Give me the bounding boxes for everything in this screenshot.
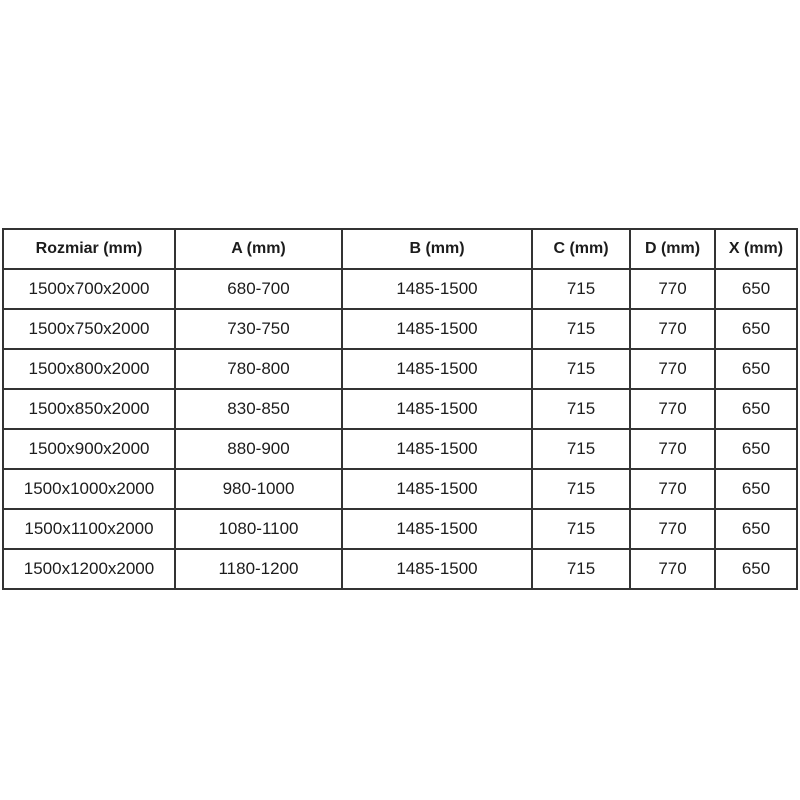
table-cell-a: 980-1000 (175, 469, 342, 509)
table-cell-c: 715 (532, 549, 630, 589)
table-cell-a: 1180-1200 (175, 549, 342, 589)
table-cell-rozmiar: 1500x900x2000 (3, 429, 175, 469)
header-cell-b: B (mm) (342, 229, 532, 269)
table-row (3, 509, 797, 549)
table-cell-a: 880-900 (175, 429, 342, 469)
table-cell-b: 1485-1500 (342, 349, 532, 389)
table-cell-a: 1080-1100 (175, 509, 342, 549)
table-row (3, 309, 797, 349)
header-cell-x: X (mm) (715, 229, 797, 269)
table-cell-x: 650 (715, 309, 797, 349)
header-cell-c: C (mm) (532, 229, 630, 269)
table-cell-d: 770 (630, 349, 715, 389)
table-cell-b: 1485-1500 (342, 509, 532, 549)
table-row (3, 349, 797, 389)
table-cell-b: 1485-1500 (342, 469, 532, 509)
table-cell-c: 715 (532, 429, 630, 469)
table-cell-c: 715 (532, 389, 630, 429)
table-cell-c: 715 (532, 309, 630, 349)
table-cell-d: 770 (630, 549, 715, 589)
table-header-row (3, 229, 797, 269)
table-cell-rozmiar: 1500x1200x2000 (3, 549, 175, 589)
table-cell-d: 770 (630, 469, 715, 509)
table-cell-rozmiar: 1500x800x2000 (3, 349, 175, 389)
table-cell-d: 770 (630, 389, 715, 429)
table-cell-x: 650 (715, 469, 797, 509)
table-cell-x: 650 (715, 549, 797, 589)
table-body (3, 269, 797, 589)
table-cell-c: 715 (532, 349, 630, 389)
table-cell-a: 730-750 (175, 309, 342, 349)
table-cell-c: 715 (532, 509, 630, 549)
table-cell-d: 770 (630, 429, 715, 469)
table-row (3, 549, 797, 589)
table-cell-a: 780-800 (175, 349, 342, 389)
table-cell-b: 1485-1500 (342, 429, 532, 469)
table-cell-x: 650 (715, 509, 797, 549)
table-cell-x: 650 (715, 349, 797, 389)
table-cell-d: 770 (630, 309, 715, 349)
table-cell-rozmiar: 1500x750x2000 (3, 309, 175, 349)
table-cell-a: 680-700 (175, 269, 342, 309)
table-cell-rozmiar: 1500x1100x2000 (3, 509, 175, 549)
table-row (3, 429, 797, 469)
header-cell-d: D (mm) (630, 229, 715, 269)
table-cell-x: 650 (715, 429, 797, 469)
table-cell-rozmiar: 1500x850x2000 (3, 389, 175, 429)
table-cell-rozmiar: 1500x700x2000 (3, 269, 175, 309)
table-cell-d: 770 (630, 509, 715, 549)
table-cell-b: 1485-1500 (342, 309, 532, 349)
dimensions-table (2, 228, 798, 590)
table-cell-x: 650 (715, 269, 797, 309)
table-cell-c: 715 (532, 469, 630, 509)
table-row (3, 269, 797, 309)
table-cell-c: 715 (532, 269, 630, 309)
table-cell-d: 770 (630, 269, 715, 309)
table-cell-b: 1485-1500 (342, 389, 532, 429)
table-row (3, 469, 797, 509)
table-cell-rozmiar: 1500x1000x2000 (3, 469, 175, 509)
table-cell-b: 1485-1500 (342, 269, 532, 309)
table-cell-x: 650 (715, 389, 797, 429)
table-row (3, 389, 797, 429)
table-cell-a: 830-850 (175, 389, 342, 429)
header-cell-rozmiar: Rozmiar (mm) (3, 229, 175, 269)
table-cell-b: 1485-1500 (342, 549, 532, 589)
header-cell-a: A (mm) (175, 229, 342, 269)
